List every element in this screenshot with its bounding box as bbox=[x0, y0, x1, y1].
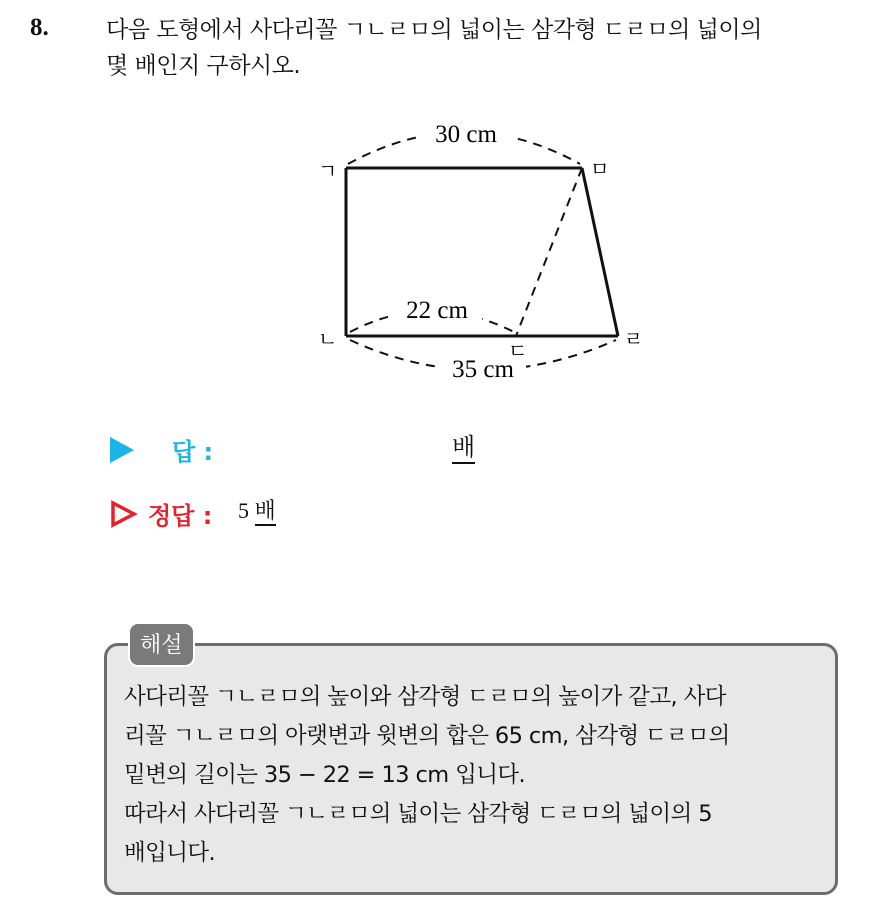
explanation-line: 사다리꼴 ㄱㄴㄹㅁ의 높이와 삼각형 ㄷㄹㅁ의 높이가 같고, 사다 bbox=[124, 684, 726, 710]
explanation-tag: 해설 bbox=[128, 622, 195, 667]
answer-label: 답 : bbox=[172, 438, 214, 466]
length-bottom-left-label: 22 cm bbox=[406, 297, 468, 324]
correct-answer-label: 정답 : bbox=[148, 502, 213, 530]
length-bottom-label: 35 cm bbox=[452, 356, 514, 383]
vertex-label-b: ㄴ bbox=[318, 327, 338, 351]
correct-answer-value bbox=[238, 496, 276, 527]
explanation-line: 리꼴 ㄱㄴㄹㅁ의 아랫변과 윗변의 합은 65 cm, 삼각형 ㄷㄹㅁ의 bbox=[124, 723, 730, 749]
explanation-line: 따라서 사다리꼴 ㄱㄴㄹㅁ의 넓이는 삼각형 ㄷㄹㅁ의 넓이의 5 bbox=[124, 801, 712, 827]
explanation-line: 밑변의 길이는 35 − 22 = 13 cm 입니다. bbox=[124, 762, 526, 788]
vertex-label-d: ㄹ bbox=[624, 327, 644, 351]
vertex-label-c: ㄷ bbox=[508, 339, 528, 363]
play-triangle-icon bbox=[110, 437, 134, 463]
trapezoid-figure bbox=[0, 0, 884, 420]
answer-unit[interactable]: 배 bbox=[452, 432, 475, 464]
correct-answer-number: 5 bbox=[238, 498, 249, 523]
explanation-text bbox=[124, 678, 824, 873]
length-top-label: 30 cm bbox=[435, 121, 497, 148]
vertex-label-a: ㄱ bbox=[318, 159, 338, 183]
correct-answer-unit: 배 bbox=[254, 499, 276, 524]
question-line-1: 다음 도형에서 사다리꼴 ㄱㄴㄹㅁ의 넓이는 삼각형 ㄷㄹㅁ의 넓이의 bbox=[106, 17, 762, 43]
question-line-2: 몇 배인지 구하시오. bbox=[106, 53, 301, 79]
dashed-diagonal bbox=[516, 168, 582, 336]
question-number: 8. bbox=[30, 14, 49, 41]
vertex-label-e: ㅁ bbox=[590, 157, 610, 181]
outline-triangle-icon bbox=[110, 500, 138, 528]
edge-right bbox=[582, 168, 618, 336]
explanation-line: 배입니다. bbox=[124, 840, 216, 866]
